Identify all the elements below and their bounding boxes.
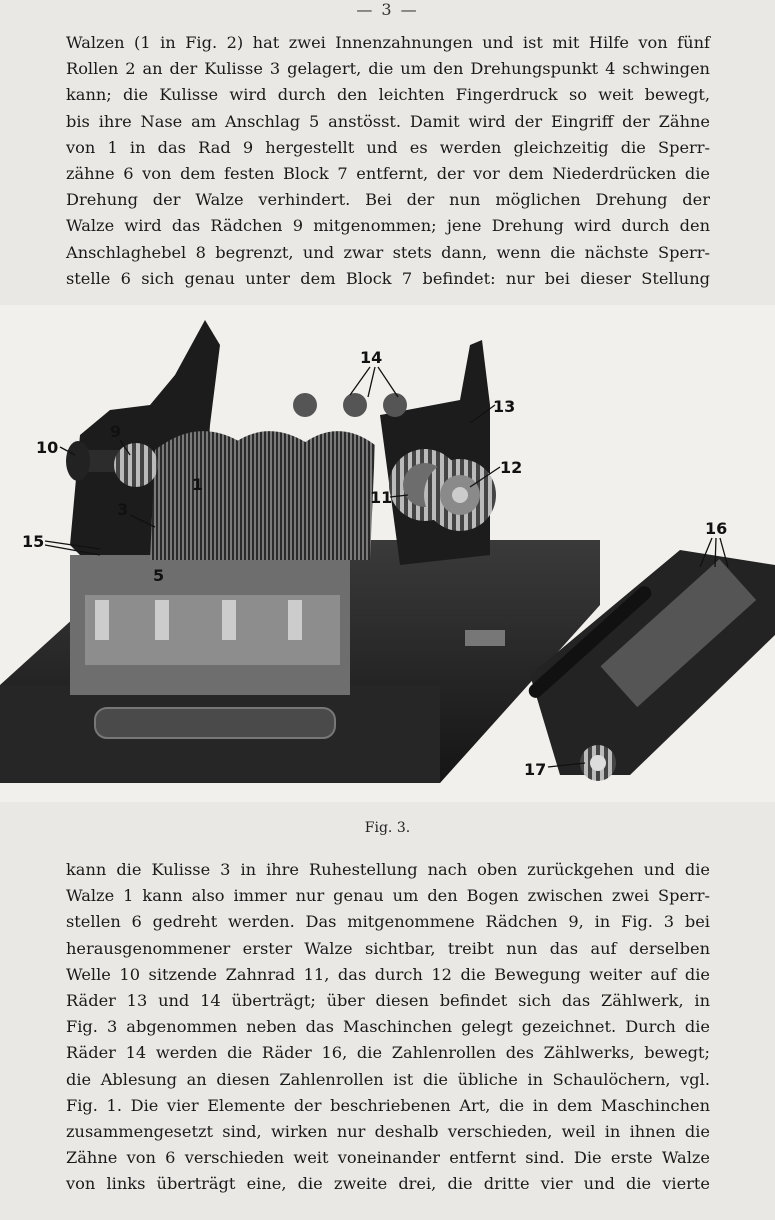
- label-1: 1: [192, 475, 204, 494]
- label-9: 9: [110, 422, 122, 441]
- machine-illustration: [0, 305, 775, 802]
- text-line: stellen 6 gedreht werden. Das mitgenommene Rädchen 9, in Fig. 3 bei: [66, 912, 710, 932]
- text-line: kann; die Kulisse wird durch den leichten Fingerdruck so weit bewegt,: [66, 85, 710, 105]
- label-14: 14: [360, 348, 383, 367]
- paragraph-top: [66, 30, 710, 292]
- label-12: 12: [500, 458, 523, 477]
- figure-caption: Fig. 3.: [364, 820, 411, 836]
- text-line: von 1 in das Rad 9 hergestellt und es werden gleichzeitig die Sperr-: [66, 137, 710, 157]
- text-line: Zähne von 6 verschieden weit voneinander entfernt sind. Die erste Walze: [66, 1148, 710, 1168]
- text-line: Walzen (1 in Fig. 2) hat zwei Innenzahnungen und ist mit Hilfe von fünf: [66, 33, 710, 52]
- label-11: 11: [370, 488, 393, 507]
- text-line: Räder 14 werden die Räder 16, die Zahlenrollen des Zählwerks, bewegt;: [66, 1043, 710, 1063]
- text-line: Fig. 1. Die vier Elemente der beschriebenen Art, die in dem Maschinchen: [66, 1095, 710, 1115]
- text-line: Welle 10 sitzende Zahnrad 11, das durch 12 die Bewegung weiter auf die: [66, 964, 710, 984]
- text-line: zusammengesetzt sind, wirken nur deshalb verschieden, weil in ihnen die: [66, 1121, 710, 1141]
- label-17: 17: [524, 760, 547, 779]
- text-line: Walze 1 kann also immer nur genau um den Bogen zwischen zwei Sperr-: [66, 886, 710, 906]
- paragraph-bottom: [66, 857, 710, 1197]
- text-line: Räder 13 und 14 überträgt; über diesen befindet sich das Zählwerk, in: [66, 990, 710, 1010]
- text-line: Rollen 2 an der Kulisse 3 gelagert, die um den Drehungspunkt 4 schwingen: [66, 59, 710, 79]
- page-number: — 3 —: [356, 0, 419, 19]
- text-line: stelle 6 sich genau unter dem Block 7 befindet: nur bei dieser Stellung: [66, 268, 710, 288]
- text-line: Anschlaghebel 8 begrenzt, und zwar stets dann, wenn die nächste Sperr-: [66, 242, 710, 262]
- text-line: die Ablesung an diesen Zahlenrollen ist die übliche in Schaulöchern, vgl.: [66, 1069, 710, 1089]
- text-line: Walze wird das Rädchen 9 mitgenommen; jene Drehung wird durch den: [66, 216, 710, 236]
- figure-calculating-machine: [0, 305, 775, 802]
- label-10: 10: [36, 438, 59, 457]
- label-3: 3: [117, 500, 129, 519]
- text-line: kann die Kulisse 3 in ihre Ruhestellung nach oben zurückgehen und die: [66, 860, 710, 879]
- text-line: herausgenommener erster Walze sichtbar, treibt nun das auf derselben: [66, 938, 710, 958]
- text-line: bis ihre Nase am Anschlag 5 anstösst. Damit wird der Eingriff der Zähne: [66, 111, 710, 131]
- text-line: Fig. 3 abgenommen neben das Maschinchen gelegt gezeichnet. Durch die: [66, 1017, 710, 1037]
- text-line: Drehung der Walze verhindert. Bei der nun möglichen Drehung der: [66, 190, 710, 210]
- label-13: 13: [493, 397, 516, 416]
- label-5: 5: [153, 566, 165, 585]
- text-line: zähne 6 von dem festen Block 7 entfernt, der vor dem Niederdrücken die: [66, 163, 710, 183]
- label-15: 15: [22, 532, 45, 551]
- text-line: von links überträgt eine, die zweite drei, die dritte vier und die vierte: [66, 1174, 710, 1194]
- label-16: 16: [705, 519, 728, 538]
